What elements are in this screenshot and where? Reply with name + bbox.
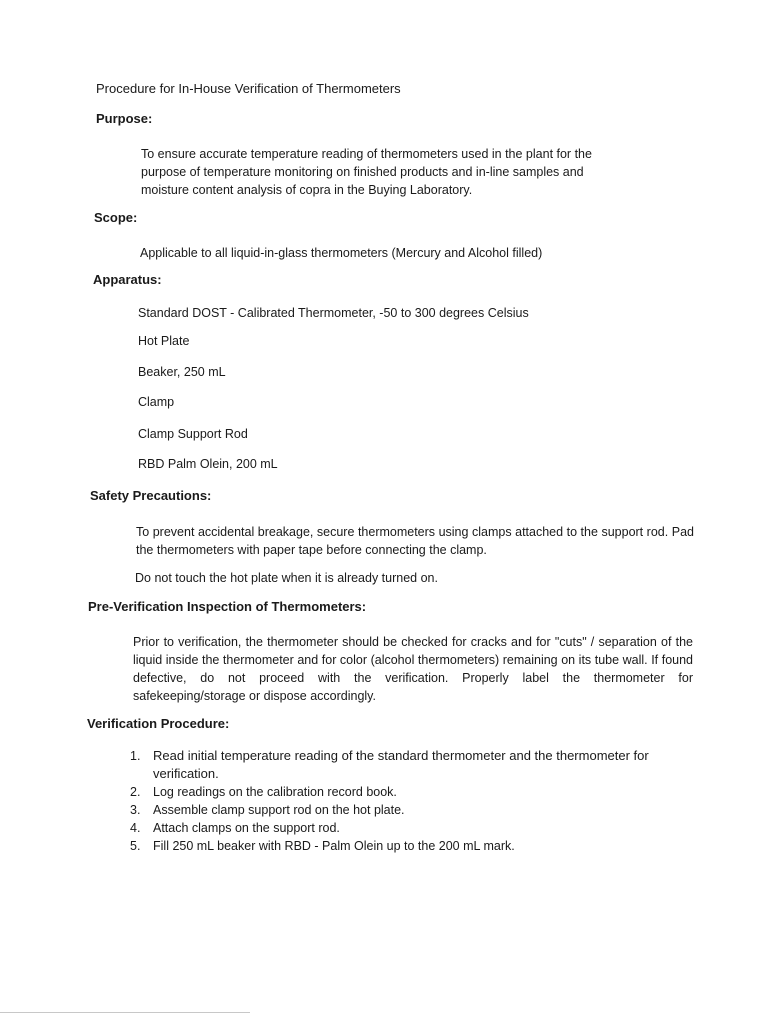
scope-text: Applicable to all liquid-in-glass thermometers (Mercury and Alcohol filled) xyxy=(140,246,543,260)
purpose-text: To ensure accurate temperature reading of thermometers used in the plant for the purpose of temperature monitoring on finished products and in-line samples and moisture content analysis of copra in the Buying Laboratory. xyxy=(141,147,592,197)
procedure-steps xyxy=(130,747,695,855)
apparatus-heading: Apparatus: xyxy=(93,272,162,287)
safety-paragraph: To prevent accidental breakage, secure thermometers using clamps attached to the support rod. Pad the thermometers with paper tape before connecting the clamp. xyxy=(136,525,694,557)
procedure-step xyxy=(130,747,695,783)
procedure-step xyxy=(130,783,695,801)
apparatus-item: Beaker, 250 mL xyxy=(138,365,226,379)
procedure-step xyxy=(130,801,695,819)
purpose-heading: Purpose: xyxy=(96,111,153,126)
step-text: Log readings on the calibration record book. xyxy=(153,785,397,799)
procedure-step xyxy=(130,837,695,855)
step-number: 3. xyxy=(130,803,141,817)
document-title: Procedure for In-House Verification of Thermometers xyxy=(96,81,401,96)
apparatus-item: Clamp xyxy=(138,395,175,409)
step-text: Fill 250 mL beaker with RBD - Palm Olein up to the 200 mL mark. xyxy=(153,839,515,853)
safety-paragraph: Do not touch the hot plate when it is already turned on. xyxy=(135,571,438,585)
step-number: 2. xyxy=(130,785,141,799)
procedure-heading: Verification Procedure: xyxy=(87,716,230,731)
apparatus-item: Hot Plate xyxy=(138,334,190,348)
apparatus-item: Clamp Support Rod xyxy=(138,427,248,441)
inspection-heading: Pre-Verification Inspection of Thermometers: xyxy=(88,599,367,614)
scope-heading: Scope: xyxy=(94,210,138,225)
step-text: Attach clamps on the support rod. xyxy=(153,821,340,835)
step-number: 4. xyxy=(130,821,141,835)
apparatus-item: Standard DOST - Calibrated Thermometer, -50 to 300 degrees Celsius xyxy=(138,306,529,320)
step-text: Read initial temperature reading of the standard thermometer and the thermometer for verification. xyxy=(153,748,649,781)
procedure-step xyxy=(130,819,695,837)
safety-heading: Safety Precautions: xyxy=(90,488,212,503)
apparatus-item: RBD Palm Olein, 200 mL xyxy=(138,457,278,471)
scan-edge-line xyxy=(0,1012,250,1013)
step-number: 1. xyxy=(130,749,141,763)
inspection-text: Prior to verification, the thermometer should be checked for cracks and for "cuts" / separation of the liquid inside the thermometer and for color (alcohol thermometers) remaining on its tube wall. If found defective, do not proceed with the verification. Properly label the thermometer for safekeeping/storage or dispose accordingly. xyxy=(133,635,693,703)
step-text: Assemble clamp support rod on the hot plate. xyxy=(153,803,405,817)
step-number: 5. xyxy=(130,839,141,853)
